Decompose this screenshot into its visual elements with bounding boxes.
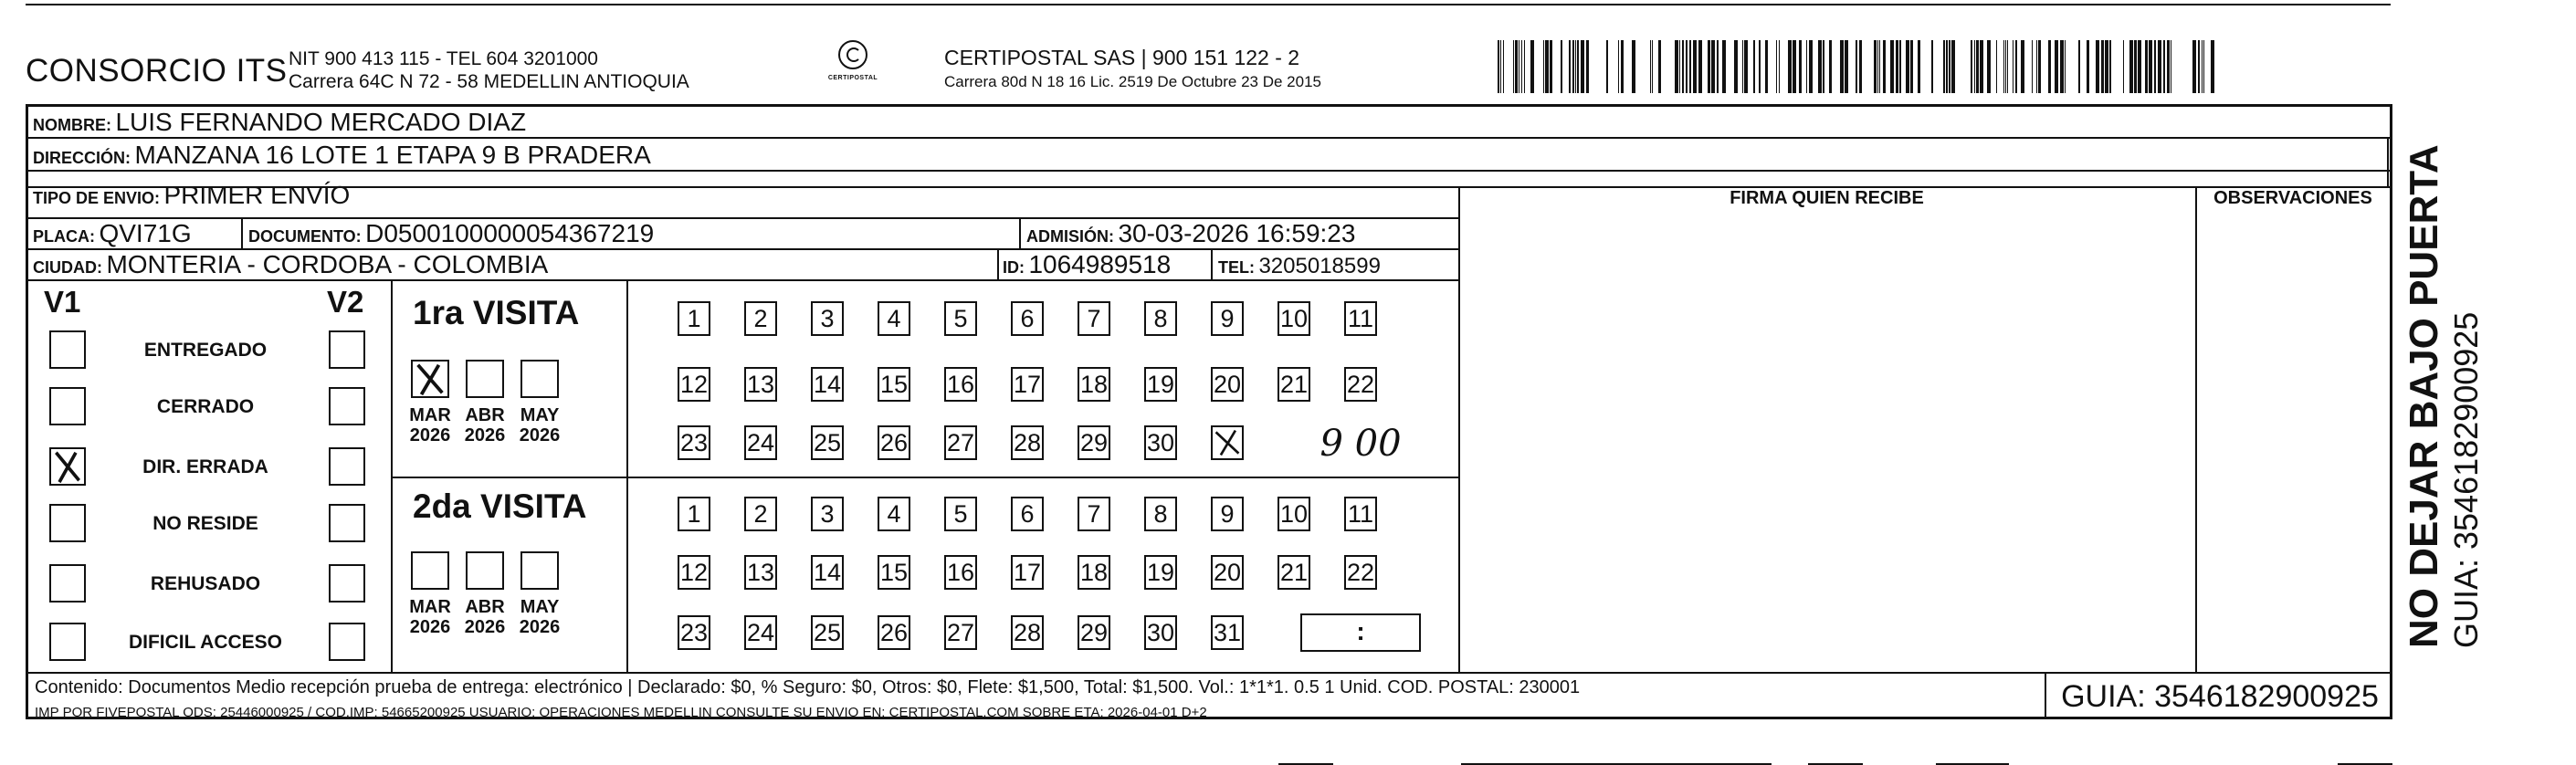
side-guia: GUIA: 3546182900925 [2447, 311, 2485, 648]
visit2-day-box[interactable]: 27 [944, 615, 977, 650]
visit1-month-year: 2026 [409, 425, 451, 445]
status-label: ENTREGADO [143, 340, 268, 361]
ciudad-label: CIUDAD: [33, 258, 102, 277]
visit1-day-box[interactable]: 10 [1277, 301, 1310, 336]
visit1-day-box[interactable]: 1 [678, 301, 710, 336]
visit2-day-box[interactable]: 15 [878, 555, 910, 590]
placa-row [33, 221, 192, 246]
visit2-day-box[interactable]: 12 [678, 555, 710, 590]
admision-value: 30-03-2026 16:59:23 [1118, 219, 1356, 247]
visit2-month-year: 2026 [519, 617, 561, 637]
visit2-day-box[interactable]: 8 [1144, 497, 1177, 531]
visit2-day-box[interactable]: 29 [1078, 615, 1110, 650]
nombre-label: NOMBRE: [33, 116, 111, 134]
visit1-day-box[interactable]: 25 [811, 425, 844, 460]
signature-area[interactable] [1461, 219, 2193, 670]
firma-header: FIRMA QUIEN RECIBE [1730, 188, 1924, 208]
visit2-day-box[interactable]: 28 [1011, 615, 1044, 650]
tel-row [1218, 256, 1381, 278]
visit2-day-box[interactable]: 1 [678, 497, 710, 531]
visit1-day-box[interactable]: 28 [1011, 425, 1044, 460]
side-warning: NO DEJAR BAJO PUERTA [2402, 144, 2446, 648]
v1-checkbox[interactable] [49, 623, 86, 661]
admision-row [1026, 221, 1355, 246]
status-label: NO RESIDE [152, 513, 258, 534]
visit2-day-box[interactable]: 9 [1211, 497, 1244, 531]
visit2-month-label: MAR [409, 597, 451, 617]
visit2-month-year: 2026 [409, 617, 451, 637]
visit1-day-box[interactable]: 26 [878, 425, 910, 460]
visit2-title: 2da VISITA [413, 487, 587, 525]
visit2-day-box[interactable]: 17 [1011, 555, 1044, 590]
visit2-month-checkbox[interactable] [411, 551, 449, 590]
visit2-day-box[interactable]: 5 [944, 497, 977, 531]
visit1-day-box[interactable]: 24 [744, 425, 777, 460]
visit1-day-box[interactable]: 8 [1144, 301, 1177, 336]
tel-label: TEL: [1218, 258, 1255, 277]
ciudad-value: MONTERIA - CORDOBA - COLOMBIA [106, 250, 549, 278]
visit2-day-box[interactable]: 10 [1277, 497, 1310, 531]
visit1-day-box[interactable]: 20 [1211, 367, 1244, 402]
visit1-month-label: ABR [465, 405, 505, 425]
visit2-day-box[interactable]: 20 [1211, 555, 1244, 590]
status-label: CERRADO [156, 396, 255, 417]
visit2-day-box[interactable]: 6 [1011, 497, 1044, 531]
status-label: DIFICIL ACCESO [128, 632, 282, 653]
v1-checkbox[interactable] [49, 387, 86, 425]
visit1-day-box[interactable]: 17 [1011, 367, 1044, 402]
v2-header: V2 [327, 285, 364, 319]
visit2-day-box[interactable]: 21 [1277, 555, 1310, 590]
certipostal-line2: Carrera 80d N 18 16 Lic. 2519 De Octubre 23 De 2015 [944, 73, 1321, 90]
visit2-day-box[interactable]: 24 [744, 615, 777, 650]
visit2-day-box[interactable]: 25 [811, 615, 844, 650]
tipo-row [33, 183, 350, 208]
visit2-month-year: 2026 [464, 617, 506, 637]
company-nit: NIT 900 413 115 - TEL 604 3201000 [289, 48, 598, 69]
nombre-row [33, 110, 526, 135]
admision-label: ADMISIÓN: [1026, 227, 1114, 246]
nombre-value: LUIS FERNANDO MERCADO DIAZ [115, 108, 527, 136]
visit2-month-checkbox[interactable] [466, 551, 504, 590]
v2-checkbox[interactable] [329, 564, 365, 603]
barcode [1498, 40, 2222, 93]
v1-checkbox[interactable] [49, 330, 86, 369]
observations-area[interactable] [2199, 219, 2385, 670]
ciudad-row [33, 252, 548, 278]
visit2-day-box[interactable]: 16 [944, 555, 977, 590]
id-value: 1064989518 [1028, 250, 1172, 278]
visit1-day-box[interactable]: 4 [878, 301, 910, 336]
v2-checkbox[interactable] [329, 330, 365, 369]
v1-checkbox[interactable] [49, 447, 86, 486]
visit1-day-box[interactable]: 18 [1078, 367, 1110, 402]
visit1-day-box[interactable]: 29 [1078, 425, 1110, 460]
footer-guia: GUIA: 3546182900925 [2045, 674, 2393, 719]
company-name: CONSORCIO ITS [26, 53, 288, 89]
top-rule [26, 4, 2391, 5]
v2-checkbox[interactable] [329, 623, 365, 661]
visit1-day-box[interactable]: 13 [744, 367, 777, 402]
status-label: REHUSADO [150, 573, 261, 594]
tipo-label: TIPO DE ENVIO: [33, 189, 161, 207]
v2-checkbox[interactable] [329, 387, 365, 425]
visit2-day-box[interactable]: 4 [878, 497, 910, 531]
placa-value: QVI71G [99, 219, 192, 247]
visit1-day-box[interactable]: 7 [1078, 301, 1110, 336]
side-text [2402, 144, 2486, 648]
visit2-day-box[interactable]: 19 [1144, 555, 1177, 590]
visit1-month-label: MAY [520, 405, 560, 425]
visit2-day-box[interactable]: 7 [1078, 497, 1110, 531]
tel-value: 3205018599 [1258, 254, 1381, 278]
visit2-day-box[interactable]: 3 [811, 497, 844, 531]
logo-text: CERTIPOSTAL [827, 75, 878, 81]
id-row [1003, 252, 1171, 278]
visit1-time-handwritten: 9 00 [1320, 423, 1402, 465]
visit2-day-box[interactable]: 2 [744, 497, 777, 531]
visit1-day-box[interactable]: 23 [678, 425, 710, 460]
visit1-month-year: 2026 [464, 425, 506, 445]
visit2-day-box[interactable]: 14 [811, 555, 844, 590]
direccion-row [33, 142, 651, 168]
documento-row [248, 221, 654, 246]
visit2-day-box[interactable]: 23 [678, 615, 710, 650]
v2-checkbox[interactable] [329, 447, 365, 486]
visit1-day-box[interactable]: 30 [1144, 425, 1177, 460]
v2-checkbox[interactable] [329, 504, 365, 542]
documento-label: DOCUMENTO: [248, 227, 362, 246]
visit2-day-box[interactable]: 22 [1344, 555, 1377, 590]
v1-checkbox[interactable] [49, 504, 86, 542]
visit2-day-box[interactable]: 18 [1078, 555, 1110, 590]
documento-value: D0500100000054367219 [365, 219, 655, 247]
visit1-day-box[interactable] [1211, 425, 1244, 460]
direccion-label: DIRECCIÓN: [33, 149, 131, 167]
visit1-day-box[interactable]: 11 [1344, 301, 1377, 336]
visit2-day-box[interactable]: 30 [1144, 615, 1177, 650]
company-address: Carrera 64C N 72 - 58 MEDELLIN ANTIOQUIA [289, 71, 689, 92]
visit2-time-field[interactable]: : [1300, 613, 1421, 652]
visit1-day-box[interactable]: 14 [811, 367, 844, 402]
visit1-day-box[interactable]: 5 [944, 301, 977, 336]
visit2-day-box[interactable]: 13 [744, 555, 777, 590]
visit1-day-box[interactable]: 22 [1344, 367, 1377, 402]
visit1-month-year: 2026 [519, 425, 561, 445]
visit2-month-label: MAY [520, 597, 560, 617]
status-label: DIR. ERRADA [142, 456, 268, 477]
visit1-day-box[interactable]: 15 [878, 367, 910, 402]
tipo-value: PRIMER ENVÍO [163, 181, 351, 209]
certipostal-logo-icon [827, 40, 878, 97]
visit1-month-label: MAR [409, 405, 451, 425]
visit1-month-checkbox[interactable] [520, 360, 559, 398]
visit1-day-box[interactable]: 12 [678, 367, 710, 402]
visit1-day-box[interactable]: 16 [944, 367, 977, 402]
visit2-day-box[interactable]: 26 [878, 615, 910, 650]
visit2-day-box[interactable]: 31 [1211, 615, 1244, 650]
visit1-day-box[interactable]: 27 [944, 425, 977, 460]
visit1-day-box[interactable]: 3 [811, 301, 844, 336]
visit1-day-box[interactable]: 19 [1144, 367, 1177, 402]
observaciones-header: OBSERVACIONES [2213, 188, 2372, 208]
v1-checkbox[interactable] [49, 564, 86, 603]
company-details [289, 47, 689, 93]
visit1-day-box[interactable]: 6 [1011, 301, 1044, 336]
visit1-day-box[interactable]: 9 [1211, 301, 1244, 336]
footer-content: Contenido: Documentos Medio recepción prueba de entrega: electrónico | Declarado: $0, % Seguro: $0, Otros: $0, Flete: $1,500, Total: $1,500. Vol.: 1*1*1. 0.5 1 Unid. COD. POSTAL: 230001 [35, 677, 1581, 697]
certipostal-line1: CERTIPOSTAL SAS | 900 151 122 - 2 [944, 46, 1300, 69]
id-label: ID: [1003, 258, 1025, 277]
direccion-value: MANZANA 16 LOTE 1 ETAPA 9 B PRADERA [134, 141, 651, 169]
visit2-month-checkbox[interactable] [520, 551, 559, 590]
placa-label: PLACA: [33, 227, 95, 246]
visit1-month-checkbox[interactable] [466, 360, 504, 398]
visit1-title: 1ra VISITA [413, 294, 580, 331]
visit1-month-checkbox[interactable] [411, 360, 449, 398]
visit1-day-box[interactable]: 2 [744, 301, 777, 336]
visit2-day-box[interactable]: 11 [1344, 497, 1377, 531]
v1-header: V1 [44, 285, 81, 319]
visit1-day-box[interactable]: 21 [1277, 367, 1310, 402]
visit2-month-label: ABR [465, 597, 505, 617]
footer-imp: IMP POR FIVEPOSTAL ODS: 25446000925 / COD.IMP: 54665200925 USUARIO: OPERACIONES MEDELLIN CONSULTE SU ENVIO EN: CERTIPOSTAL.COM SOBRE ETA: 2026-04-01 D+2 [35, 705, 1207, 720]
